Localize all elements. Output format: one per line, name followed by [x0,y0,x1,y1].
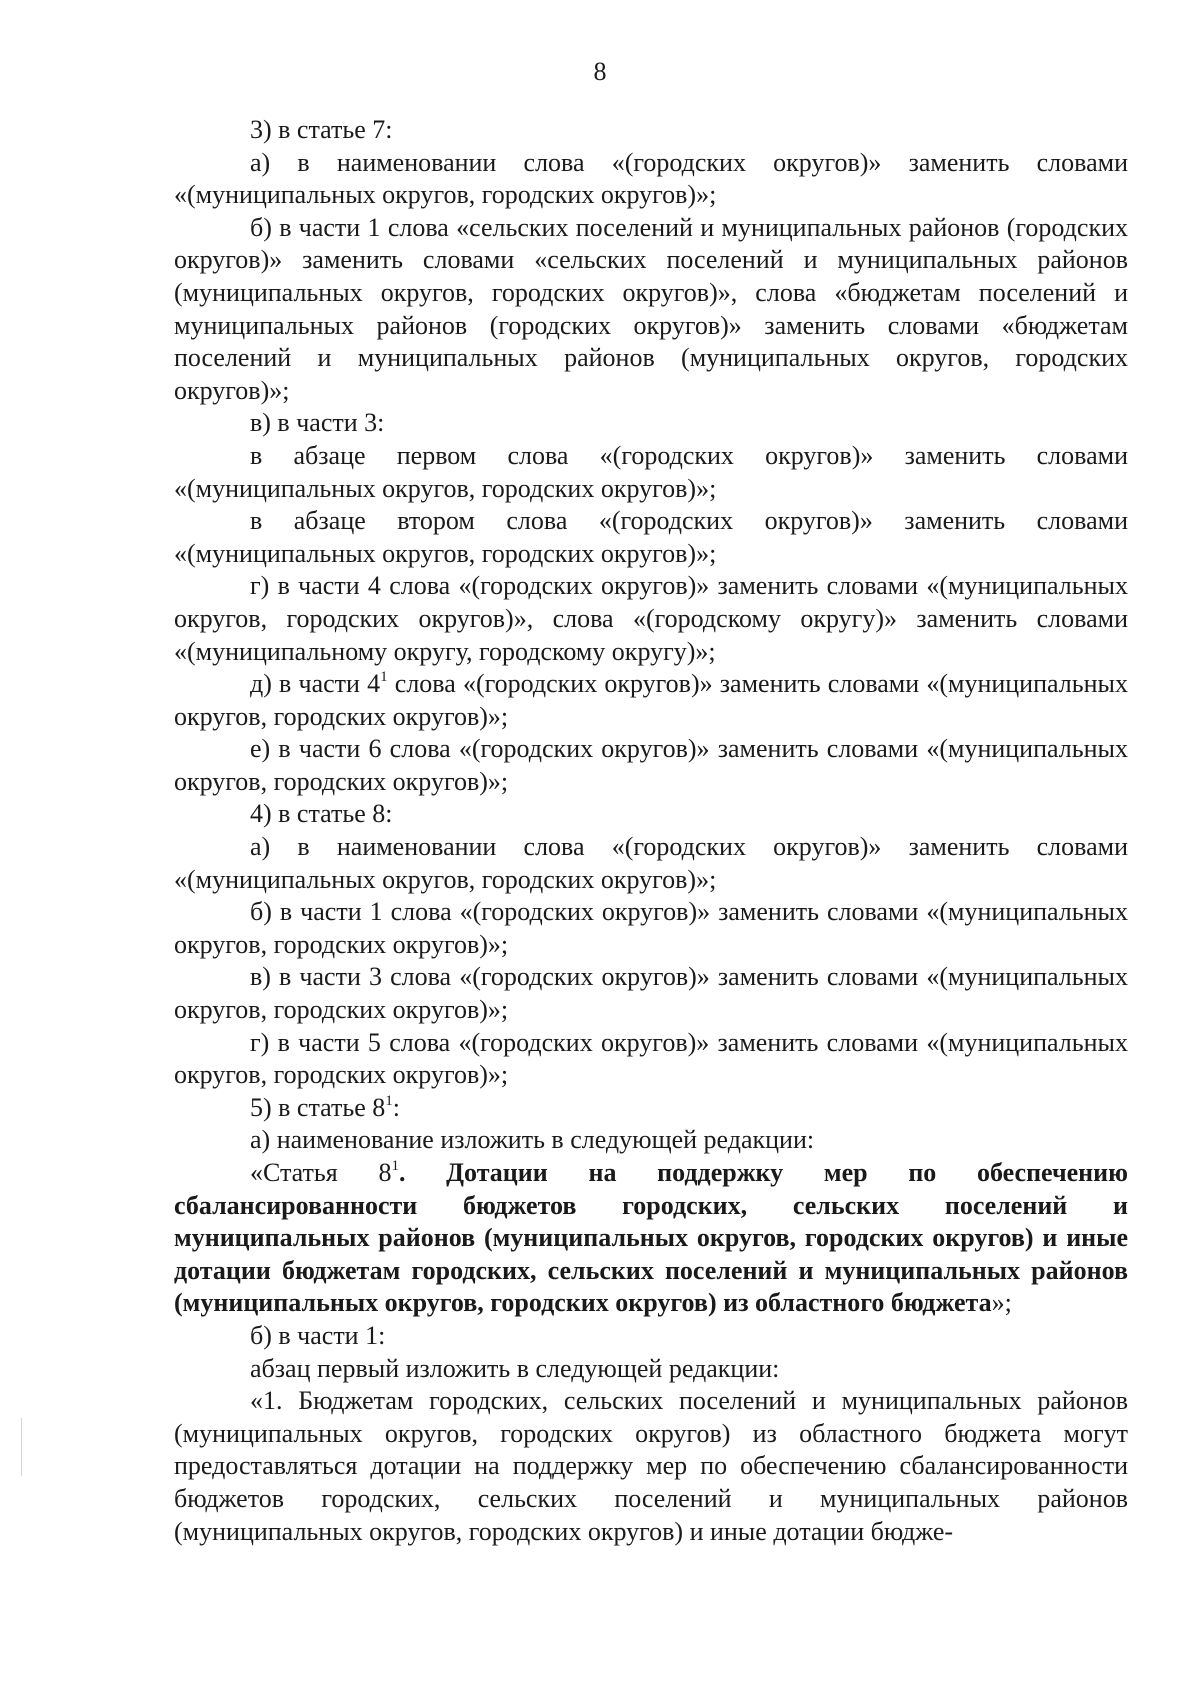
paragraph-art8-item-g: г) в части 5 слова «(городских округов)» заменить словами «(муниципальных округов, городских округов)»; [174,1027,1128,1090]
article-heading-title: . Дотации на поддержку мер по обеспечению сбалансированности бюджетов городских, сельских поселений и муниципальных районов (муниципальных округов, городских округов) и иные дотации бюджетам городских, сельских поселений и муниципальных районов (муниципальных округов, городских округов) из областного бюджета [174,1158,1128,1318]
document-body [174,114,1128,1548]
paragraph-art8-item-a: а) в наименовании слова «(городских округов)» заменить словами «(муниципальных округов, городских округов)»; [174,832,1128,894]
paragraph-article-8: 4) в статье 8: [250,799,393,829]
superscript-1: 1 [385,1092,393,1109]
paragraph-article-7: 3) в статье 7: [250,115,393,144]
paragraph-item-g: г) в части 4 слова «(городских округов)» заменить словами «(муниципальных округов, городских округов)», слова «(городскому округу)» заменить словами «(муниципальному округу, городскому округу)»; [174,571,1128,666]
paragraph-article-8-1-end: : [392,1092,401,1122]
page-number: 8 [593,57,607,86]
paragraph-item-d [174,668,1128,733]
paragraph-article-8-1-start: 5) в статье 8 [250,1092,386,1122]
paragraph-second-abzac: в абзаце втором слова «(городских округов)» заменить словами «(муниципальных округов, городских округов)»; [174,506,1128,568]
paragraph-item-d-end: слова «(городских округов)» заменить словами «(муниципальных округов, городских округов)»; [174,669,1128,731]
paragraph-first-abzac: в абзаце первом слова «(городских округов)» заменить словами «(муниципальных округов, городских округов)»; [174,440,1128,503]
paragraph-art8-item-b: б) в части 1 слова «(городских округов)» заменить словами «(муниципальных округов, городских округов)»; [174,897,1128,959]
paragraph-item-a: а) в наименовании слова «(городских округов)» заменить словами «(муниципальных округов, городских округов)»; [174,147,1128,210]
paragraph-part-1-text: «1. Бюджетам городских, сельских поселений и муниципальных районов (муниципальных округов, городских округов) из областного бюджета могут предоставляться дотации на поддержку мер по обеспечению сбалансированности бюджетов городских, сельских поселений и муниципальных районов (муниципальных округов, городских округов) и иные дотации бюдже- [174,1386,1128,1546]
superscript-1: 1 [391,1158,399,1174]
superscript-1: 1 [380,669,388,686]
paragraph-abzac-new-edition: абзац первый изложить в следующей редакции: [250,1353,780,1383]
article-heading [174,1157,1128,1320]
paragraph-art81-item-b: б) в части 1: [250,1320,386,1350]
paragraph-item-d-start: д) в части 4 [250,669,381,699]
paragraph-item-b: б) в части 1 слова «сельских поселений и муниципальных районов (городских округов)» заменить словами «сельских поселений и муниципальных районов (муниципальных округов, городских округов)», слова «бюджетам поселений и муниципальных районов (городских округов)» заменить словами «бюджетам поселений и муниципальных районов (муниципальных округов, городских округов)»; [174,212,1128,405]
paragraph-item-e: е) в части 6 слова «(городских округов)» заменить словами «(муниципальных округов, городских округов)»; [174,734,1128,796]
article-heading-suffix: »; [991,1288,1012,1318]
scan-margin-mark [21,1418,22,1476]
article-heading-prefix: «Статья 8 [250,1158,392,1187]
paragraph-art8-item-v: в) в части 3 слова «(городских округов)» заменить словами «(муниципальных округов, городских округов)»; [174,962,1128,1025]
paragraph-article-8-1 [174,1092,1128,1125]
paragraph-item-v: в) в части 3: [250,408,385,438]
paragraph-art81-item-a: а) наименование изложить в следующей редакции: [250,1125,815,1155]
